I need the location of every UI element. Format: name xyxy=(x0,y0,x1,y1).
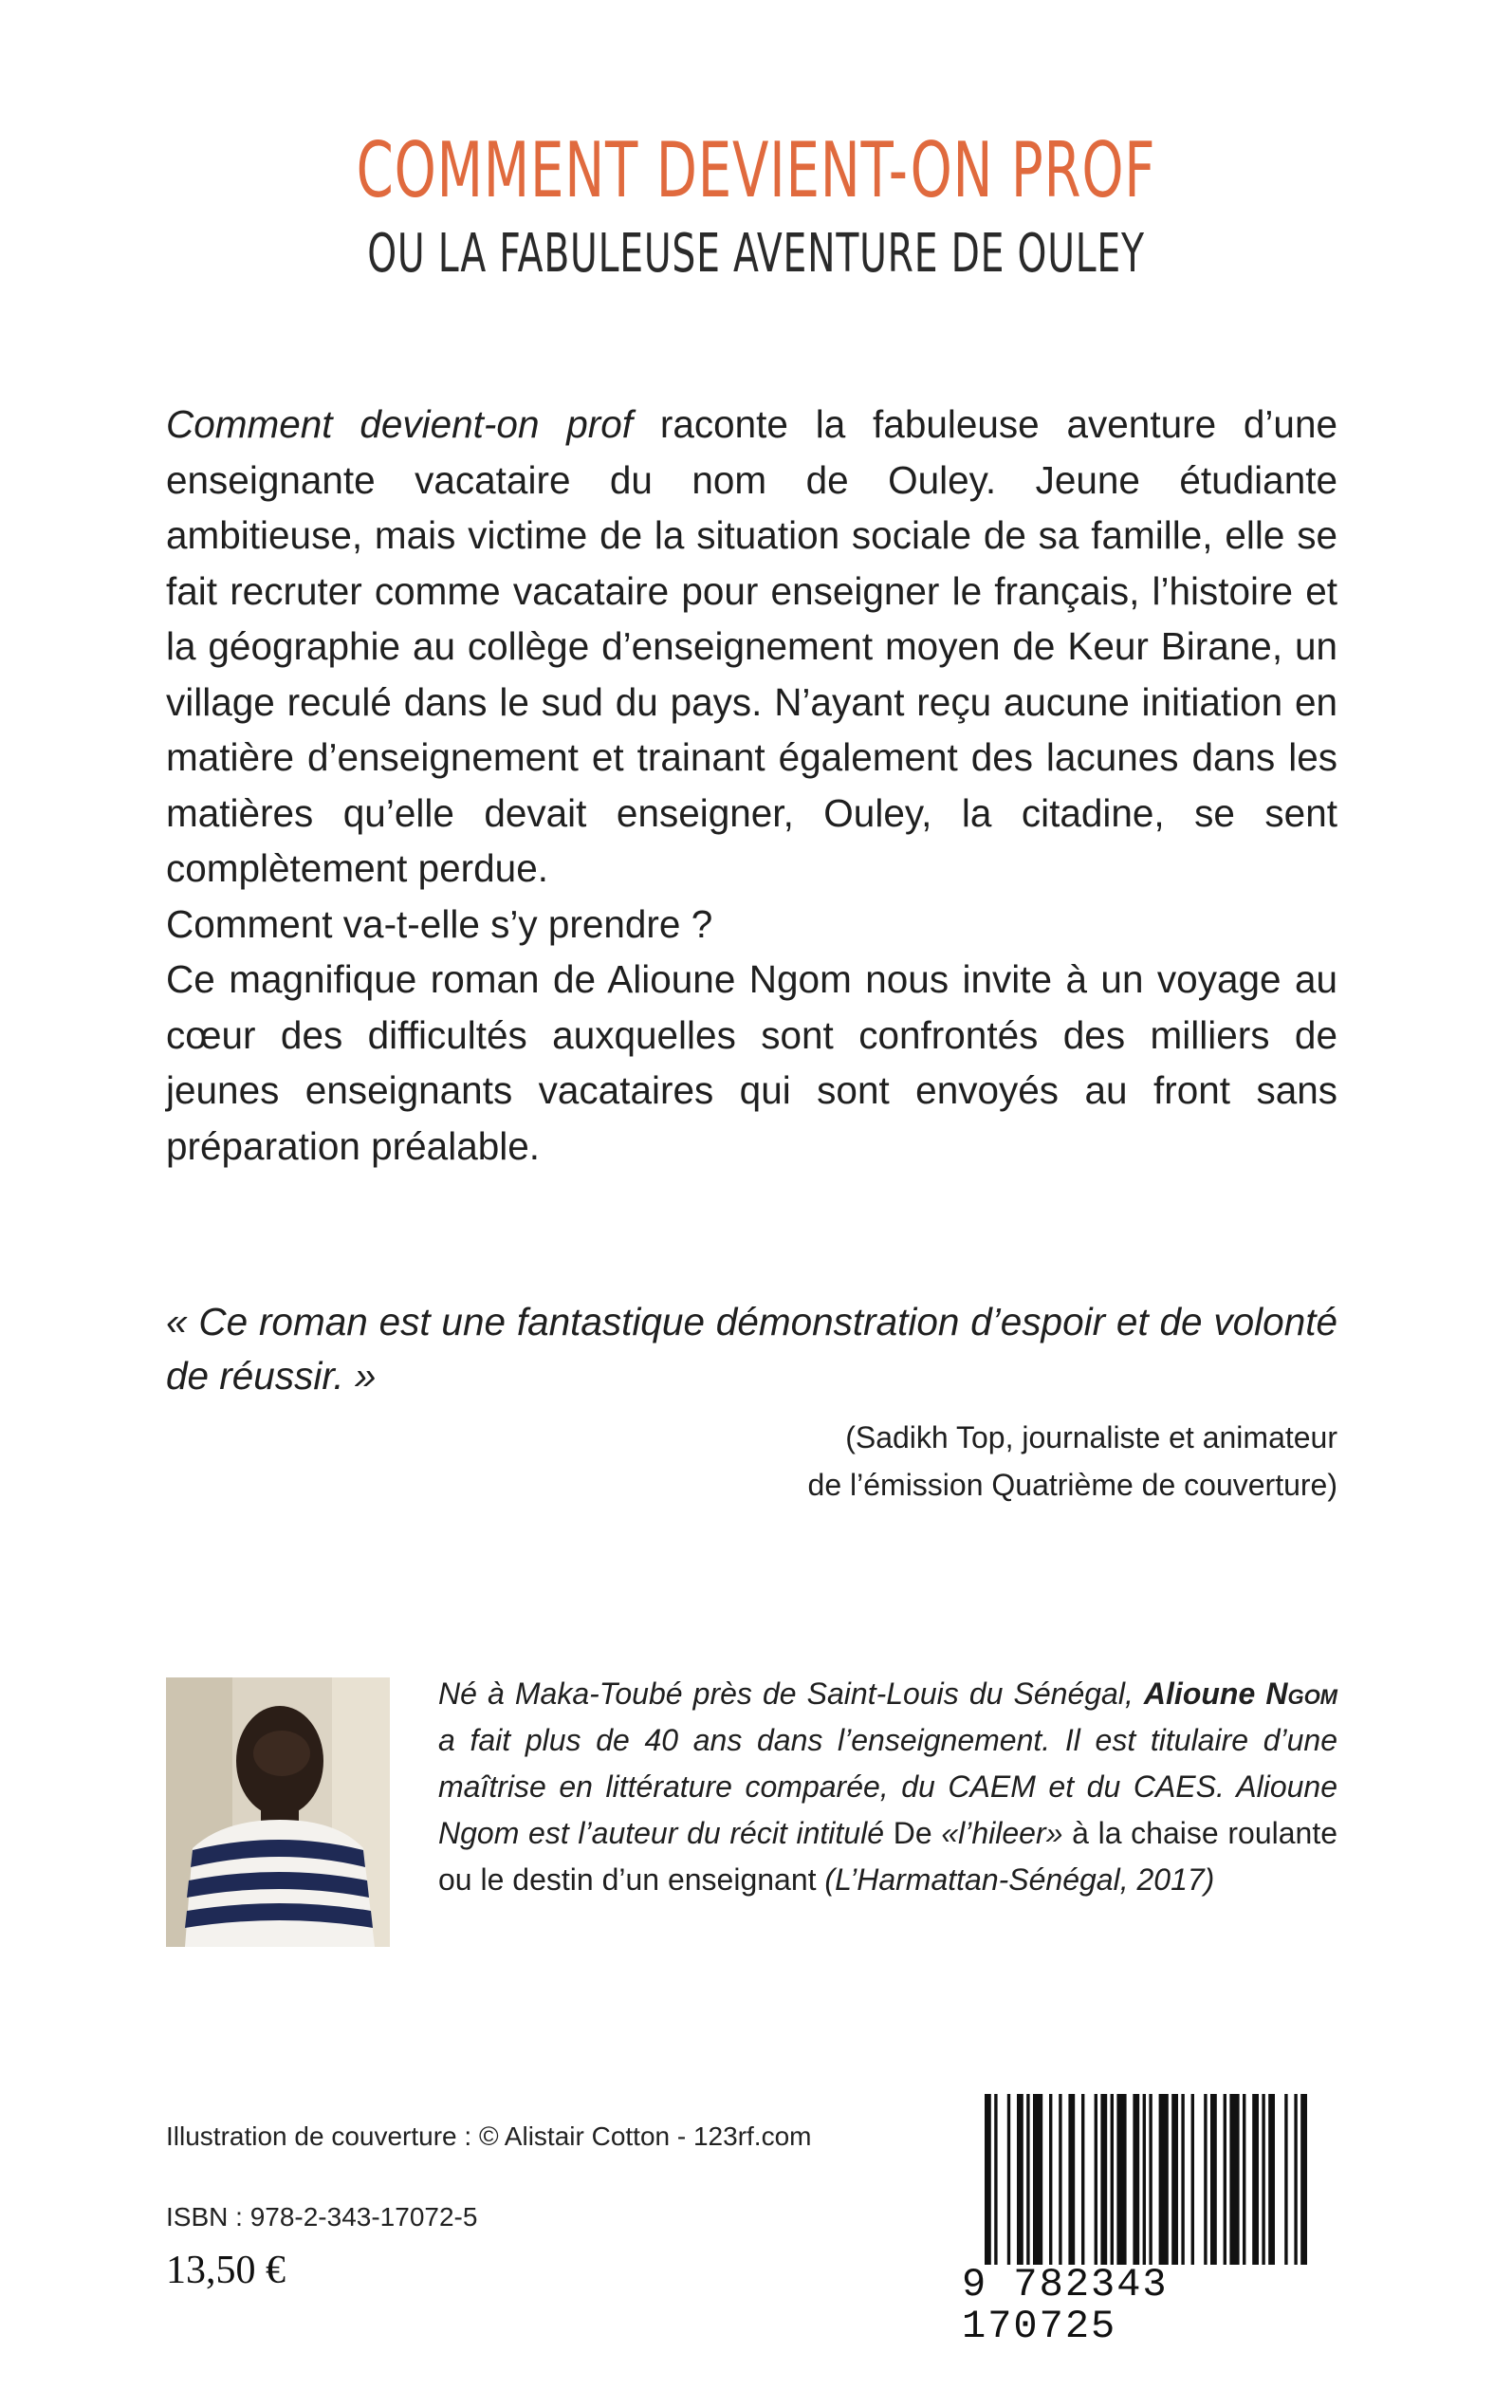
blurb-paragraph-3: Ce magnifique roman de Alioune Ngom nous invite à un voyage au cœur des difficultés auxquelles sont confrontés des milliers de jeunes enseignants vacataires qui sont envoyés au front sans préparation préalable. xyxy=(166,957,1337,1168)
barcode-bar xyxy=(1171,2094,1178,2265)
isbn: ISBN : 978-2-343-17072-5 xyxy=(166,2202,478,2232)
barcode-bar xyxy=(1159,2094,1169,2265)
barcode-bar xyxy=(1149,2094,1152,2265)
barcode-bar xyxy=(1229,2094,1239,2265)
barcode-bar xyxy=(1007,2094,1010,2265)
barcode-bar xyxy=(1017,2094,1023,2265)
bio-intro: Né à Maka-Toubé près de Saint-Louis du Sénégal, xyxy=(438,1676,1144,1711)
barcode-bar xyxy=(1095,2094,1097,2265)
bio-book-title: à la chaise roulante ou le destin d’un enseignant xyxy=(438,1816,1338,1897)
barcode-bar xyxy=(1116,2094,1126,2265)
author-photo-illustration xyxy=(166,1677,390,1947)
author-photo xyxy=(166,1677,390,1947)
bio-author-last-name: Ngom xyxy=(1265,1676,1338,1711)
back-cover-blurb xyxy=(166,397,1337,1174)
barcode-bar xyxy=(1068,2094,1075,2265)
barcode-bar xyxy=(1224,2094,1226,2265)
barcode-bar xyxy=(1026,2094,1029,2265)
barcode-digits: 9 782343 170725 xyxy=(962,2262,1169,2349)
barcode-bar xyxy=(1100,2094,1107,2265)
quote-attribution-line-2: de l’émission Quatrième de couverture) xyxy=(807,1468,1337,1502)
barcode-bar xyxy=(1268,2094,1275,2265)
barcode-bar xyxy=(1191,2094,1194,2265)
barcode-bar xyxy=(1243,2094,1245,2265)
barcode xyxy=(981,2094,1311,2265)
barcode-bar xyxy=(985,2094,991,2265)
barcode-bar xyxy=(994,2094,997,2265)
barcode-bar xyxy=(1204,2094,1207,2265)
barcode-bar xyxy=(1300,2094,1307,2265)
quote-attribution xyxy=(664,1414,1337,1509)
barcode-bar xyxy=(1049,2094,1052,2265)
barcode-bar xyxy=(1252,2094,1259,2265)
book-subtitle: OU LA FABULEUSE AVENTURE DE OULEY xyxy=(367,223,1145,285)
bio-author-first-name: Alioune xyxy=(1143,1676,1256,1711)
review-quote: « Ce roman est une fantastique démonstration d’espoir et de volonté de réussir. » xyxy=(166,1300,1337,1398)
price: 13,50 € xyxy=(166,2249,286,2292)
barcode-bars xyxy=(981,2094,1311,2265)
blurb-paragraph-1-text: raconte la fabuleuse aventure d’une enseignante vacataire du nom de Ouley. Jeune étudiante ambitieuse, mais victime de la situation sociale de sa famille, elle se fait recruter comme vacataire pour enseigner le français, l’histoire et la géographie au collège d’enseignement moyen de Keur Birane, un village reculé dans le sud du pays. N’ayant reçu aucune initiation en matière d’enseignement et trainant également des lacunes dans les matières qu’elle devait enseigner, Ouley, la citadine, se sent complètement perdue. xyxy=(166,402,1337,890)
barcode-bar xyxy=(1284,2094,1287,2265)
bio-book-de: De xyxy=(893,1816,932,1850)
barcode-bar xyxy=(1133,2094,1139,2265)
barcode-bar xyxy=(1294,2094,1297,2265)
barcode-bar xyxy=(1181,2094,1184,2265)
barcode-bar xyxy=(1262,2094,1264,2265)
barcode-bar xyxy=(1210,2094,1217,2265)
quote-attribution-line-1: (Sadikh Top, journaliste et animateur xyxy=(845,1420,1337,1454)
blurb-paragraph-2: Comment va-t-elle s’y prendre ? xyxy=(166,901,713,946)
bio-publisher: (L’Harmattan-Sénégal, 2017) xyxy=(816,1862,1215,1897)
barcode-bar xyxy=(1081,2094,1084,2265)
barcode-bar xyxy=(1111,2094,1114,2265)
blurb-title-italic: Comment devient-on prof xyxy=(166,402,634,446)
illustration-credit: Illustration de couverture : © Alistair Cotton - 123rf.com xyxy=(166,2121,812,2151)
author-bio xyxy=(438,1671,1337,1903)
barcode-bar xyxy=(1059,2094,1061,2265)
blurb-paragraph-1 xyxy=(166,397,1337,897)
bio-book-hileer: «l’hileer» xyxy=(931,1816,1073,1850)
book-title: COMMENT DEVIENT-ON PROF xyxy=(356,126,1156,214)
barcode-bar xyxy=(1143,2094,1146,2265)
barcode-bar xyxy=(1033,2094,1042,2265)
bio-text: a fait plus de 40 ans dans l’enseignement. Il est titulaire d’une maîtrise en littérature comparée, du CAEM et du CAES. Alioune Ngom est l’auteur du récit intitulé xyxy=(438,1723,1337,1850)
